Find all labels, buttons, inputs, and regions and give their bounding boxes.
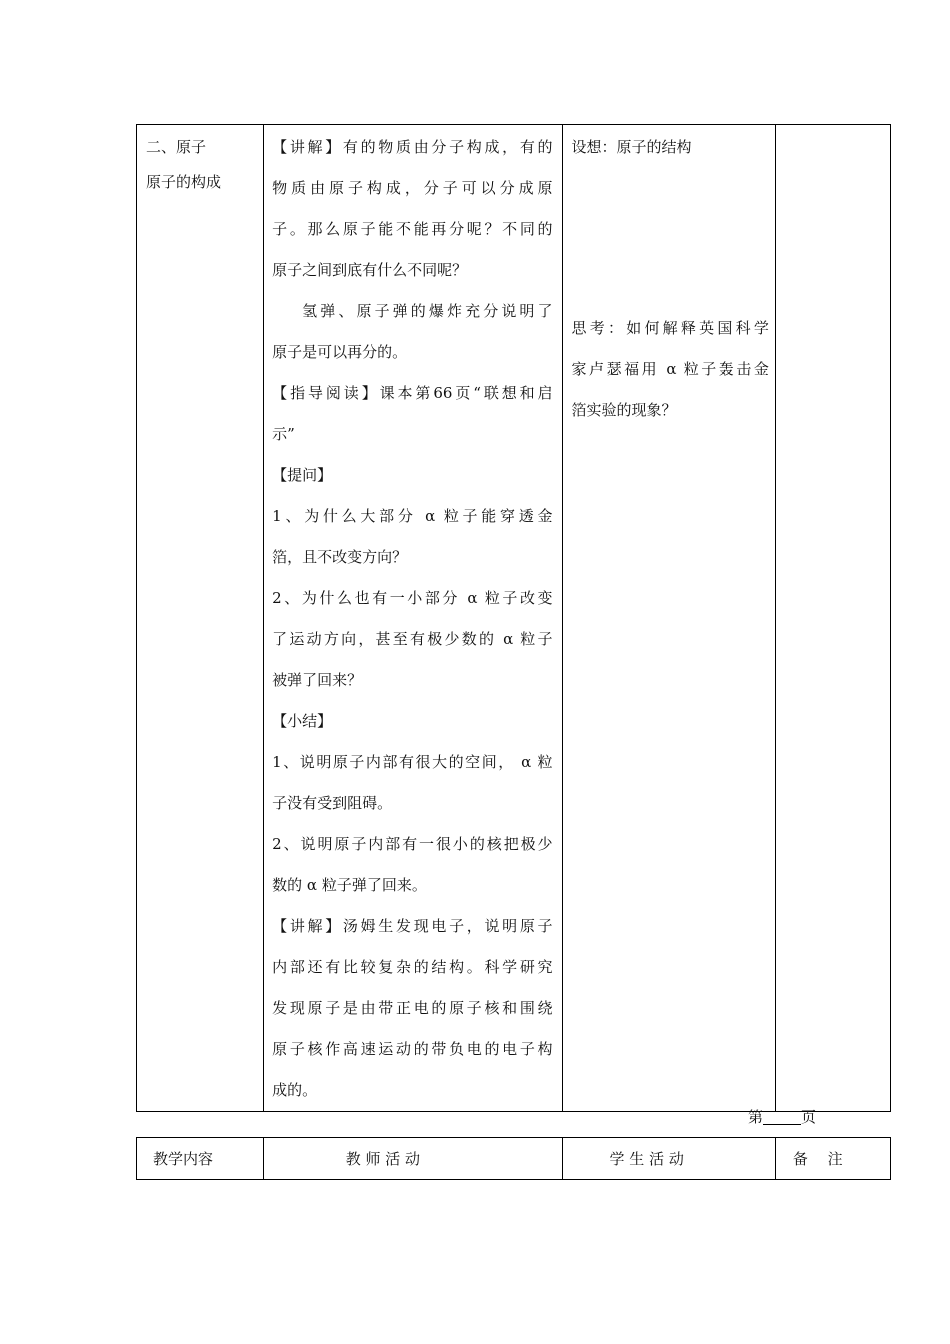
teacher-line: 成的。 xyxy=(272,1081,318,1099)
teacher-line: 原子之间到底有什么不同呢？ xyxy=(272,261,468,279)
teacher-line: 了运动方向，甚至有极少数的 α 粒子 xyxy=(272,630,553,648)
student-line: 设想：原子的结构 xyxy=(571,138,692,156)
teaching-content-cell xyxy=(137,125,264,1112)
subsection-heading: 原子的构成 xyxy=(146,173,222,191)
teacher-line: 箔，且不改变方向？ xyxy=(272,548,408,566)
teacher-line: 1、说明原子内部有很大的空间， α 粒 xyxy=(272,753,553,771)
teacher-line: 【讲解】汤姆生发现电子，说明原子 xyxy=(272,917,553,935)
lesson-plan-table xyxy=(136,124,891,1112)
page-suffix: 页 xyxy=(801,1108,817,1126)
teacher-line: 1、为什么大部分 α 粒子能穿透金 xyxy=(272,507,553,525)
student-line: 家卢瑟福用 α 粒子轰击金 xyxy=(571,360,769,378)
teacher-line: 物质由原子构成，分子可以分成原 xyxy=(272,179,553,197)
notes-cell xyxy=(775,125,890,1112)
page-number-label xyxy=(748,1106,816,1128)
header-teacher-activity: 教 师 活 动 xyxy=(264,1138,562,1180)
table-row xyxy=(137,1138,891,1180)
table-row xyxy=(137,125,891,1112)
teacher-line: 【小结】 xyxy=(272,712,333,730)
teacher-line: 示” xyxy=(272,425,295,443)
column-header-table xyxy=(136,1137,891,1180)
teacher-line: 氢弹、原子弹的爆炸充分说明了 xyxy=(302,302,553,320)
page-prefix: 第 xyxy=(748,1108,764,1126)
section-heading: 二、原子 xyxy=(146,138,207,156)
teacher-line: 【提问】 xyxy=(272,466,333,484)
teacher-line: 内部还有比较复杂的结构。科学研究 xyxy=(272,958,553,976)
header-student-activity: 学 生 活 动 xyxy=(562,1138,775,1180)
teacher-line: 子。那么原子能不能再分呢？不同的 xyxy=(272,220,553,238)
teacher-line: 2、为什么也有一小部分 α 粒子改变 xyxy=(272,589,553,607)
header-notes: 备 注 xyxy=(775,1138,890,1180)
teacher-line: 2、说明原子内部有一很小的核把极少 xyxy=(272,835,553,853)
page-number-blank xyxy=(763,1108,801,1125)
teacher-line: 原子是可以再分的。 xyxy=(272,343,408,361)
student-activity-cell xyxy=(562,125,775,1112)
teacher-line: 【指导阅读】课本第66页“联想和启 xyxy=(272,384,553,402)
teacher-line: 【讲解】有的物质由分子构成，有的 xyxy=(272,138,553,156)
teacher-line: 被弹了回来？ xyxy=(272,671,363,689)
teacher-line: 原子核作高速运动的带负电的电子构 xyxy=(272,1040,553,1058)
teacher-line: 数的 α 粒子弹了回来。 xyxy=(272,876,427,894)
teacher-line: 发现原子是由带正电的原子核和围绕 xyxy=(272,999,553,1017)
student-line: 思考：如何解释英国科学 xyxy=(571,319,769,337)
teacher-line: 子没有受到阻碍。 xyxy=(272,794,393,812)
teacher-activity-cell xyxy=(264,125,562,1112)
student-line: 箔实验的现象？ xyxy=(571,401,677,419)
header-teaching-content: 教学内容 xyxy=(137,1138,264,1180)
